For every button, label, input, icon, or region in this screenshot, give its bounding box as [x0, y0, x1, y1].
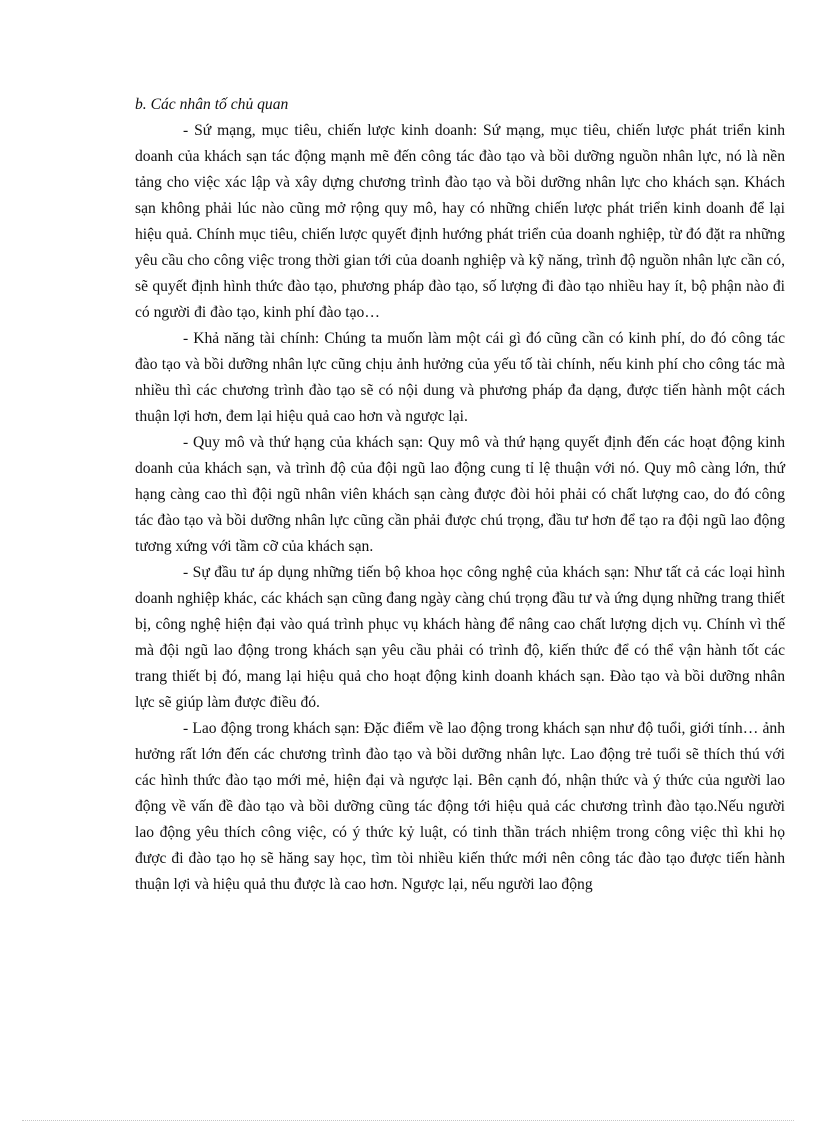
page-bottom-divider: [22, 1120, 794, 1121]
paragraph-finance: - Khả năng tài chính: Chúng ta muốn làm một cái gì đó cũng cần có kinh phí, do đó công tác đào tạo và bồi dưỡng nhân lực cũng chịu ảnh hưởng của yếu tố tài chính, nếu kinh phí cho công tác mà nhiều thì các chương trình đào tạo sẽ có nội dung và phương pháp đa dạng, được tiến hành một cách thuận lợi hơn, đem lại hiệu quả cao hơn và ngược lại.: [135, 330, 785, 425]
paragraph-technology: - Sự đầu tư áp dụng những tiến bộ khoa học công nghệ của khách sạn: Như tất cả các loại hình doanh nghiệp khác, các khách sạn cũng đang ngày càng chú trọng đầu tư và ứng dụng những trang thiết bị, công nghệ hiện đại vào quá trình phục vụ khách hàng để nâng cao chất lượng dịch vụ. Chính vì thế mà đội ngũ lao động trong khách sạn yêu cầu phải có trình độ, kiến thức để có thể vận hành tốt các trang thiết bị đó, mang lại hiệu quả cho hoạt động kinh doanh khách sạn. Đào tạo và bồi dưỡng nhân lực sẽ giúp làm được điều đó.: [135, 564, 785, 711]
paragraph-strategy: - Sứ mạng, mục tiêu, chiến lược kinh doanh: Sứ mạng, mục tiêu, chiến lược phát triển kinh doanh của khách sạn tác động mạnh mẽ đến công tác đào tạo và bồi dưỡng nguồn nhân lực, nó là nền tảng cho việc xác lập và xây dựng chương trình đào tạo và bồi dưỡng nhân lực cho khách sạn. Khách sạn không phải lúc nào cũng mở rộng quy mô, hay có những chiến lược phát triển kinh doanh để lại hiệu quả. Chính mục tiêu, chiến lược quyết định hướng phát triển của doanh nghiệp, từ đó đặt ra những yêu cầu cho công việc trong thời gian tới của doanh nghiệp và kỹ năng, trình độ nguồn nhân lực cần có, sẽ quyết định hình thức đào tạo, phương pháp đào tạo, số lượng đi đào tạo nhiều hay ít, bộ phận nào đi có người đi đào tạo, kinh phí đào tạo…: [135, 122, 785, 321]
page-body: [135, 92, 785, 898]
section-heading: b. Các nhân tố chủ quan: [135, 96, 289, 113]
paragraph-scale: - Quy mô và thứ hạng của khách sạn: Quy mô và thứ hạng quyết định đến các hoạt động kinh doanh của khách sạn, và trình độ của đội ngũ lao động cung tỉ lệ thuận với nó. Quy mô càng lớn, thứ hạng càng cao thì đội ngũ nhân viên khách sạn càng được đòi hỏi phải có chất lượng cao, do đó công tác đào tạo và bồi dưỡng nhân lực cũng cần phải được chú trọng, đầu tư hơn để tạo ra đội ngũ lao động tương xứng với tầm cỡ của khách sạn.: [135, 434, 785, 555]
paragraph-labor: - Lao động trong khách sạn: Đặc điểm về lao động trong khách sạn như độ tuổi, giới tính… ảnh hưởng rất lớn đến các chương trình đào tạo và bồi dưỡng nhân lực. Lao động trẻ tuổi sẽ thích thú với các hình thức đào tạo mới mẻ, hiện đại và ngược lại. Bên cạnh đó, nhận thức và ý thức của người lao động về vấn đề đào tạo và bồi dưỡng cũng tác động tới hiệu quả các chương trình đào tạo.Nếu người lao động yêu thích công việc, có ý thức kỷ luật, có tinh thần trách nhiệm trong công việc thì khi họ được đi đào tạo họ sẽ hăng say học, tìm tòi nhiều kiến thức mới nên công tác đào tạo được tiến hành thuận lợi và hiệu quả thu được là cao hơn. Ngược lại, nếu người lao động: [135, 720, 785, 893]
